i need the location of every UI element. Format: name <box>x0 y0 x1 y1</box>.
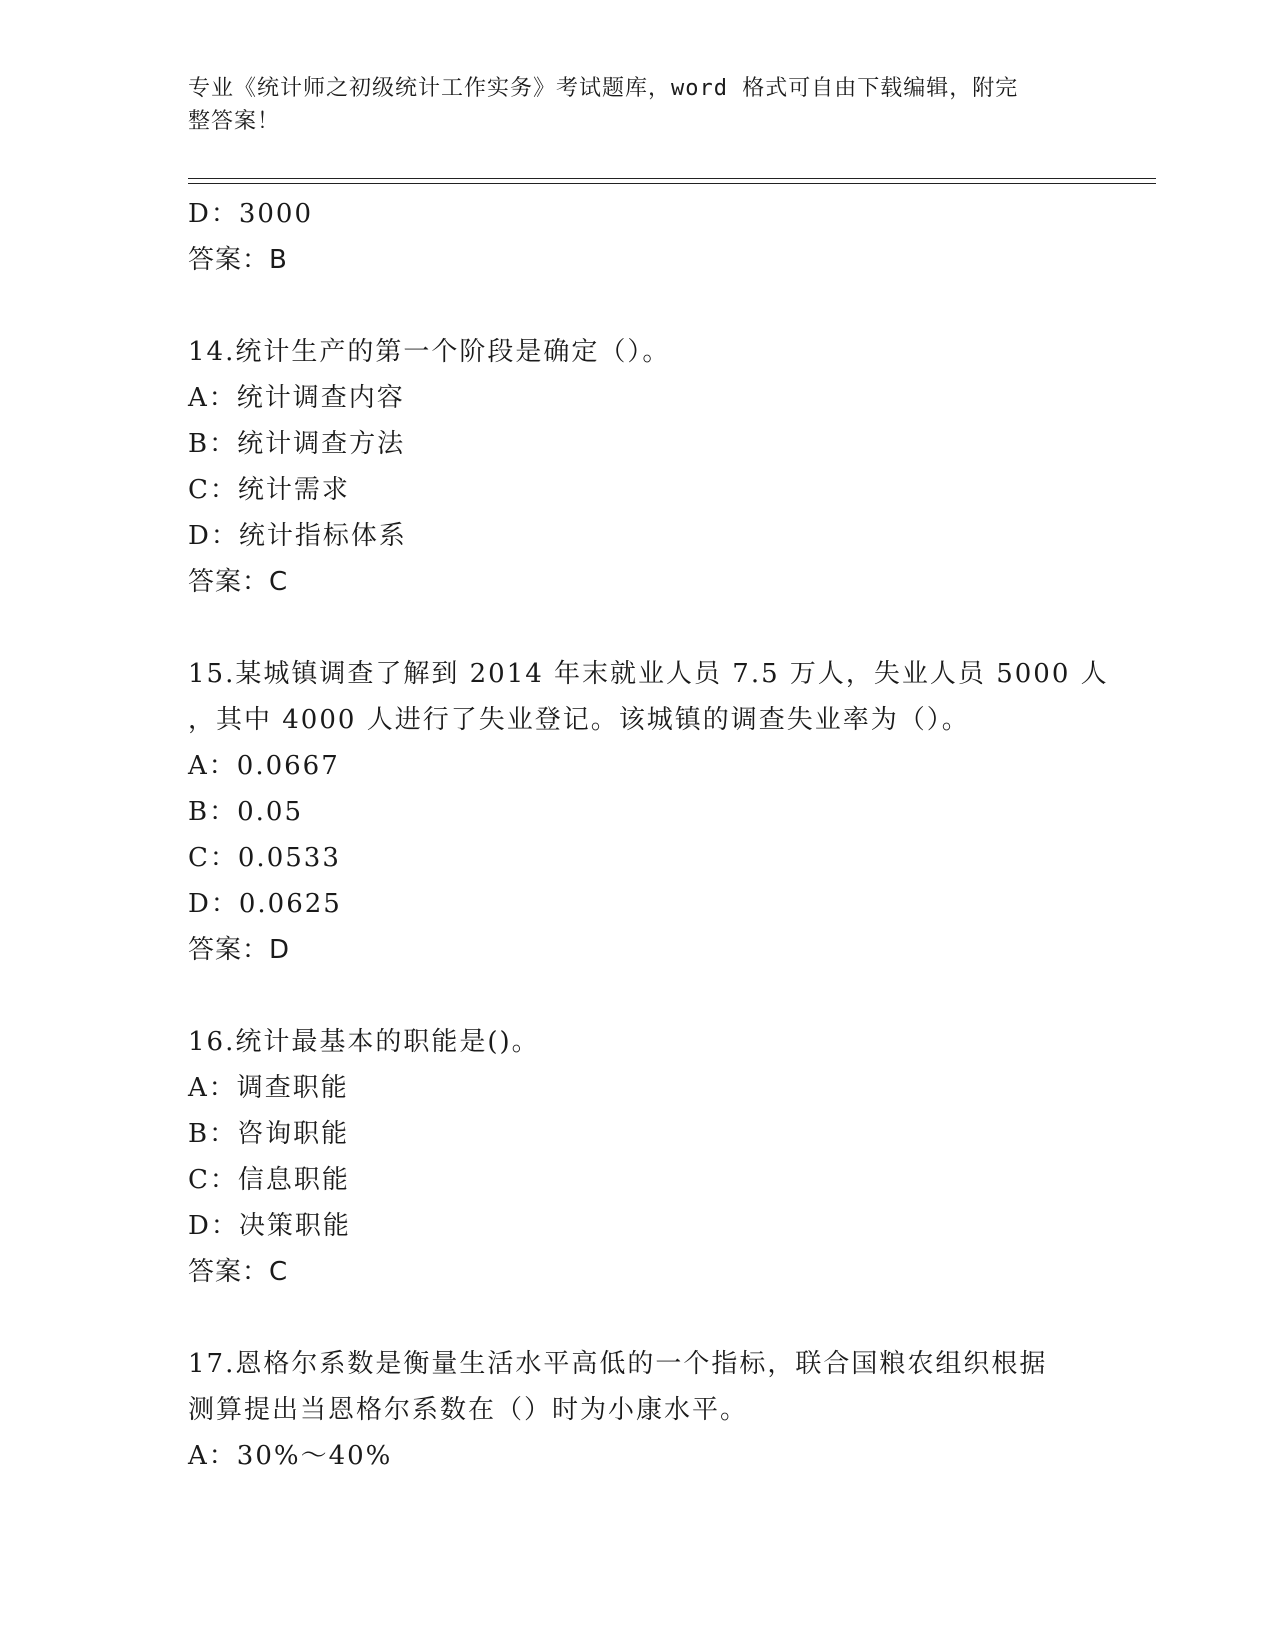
question-15 <box>188 651 1109 973</box>
q14-answer: 答案：C <box>188 567 289 597</box>
q17-question-line-1: 17.恩格尔系数是衡量生活水平高低的一个指标，联合国粮农组织根据 <box>188 1349 1048 1379</box>
q17-option-a: A：30%～40% <box>188 1441 393 1471</box>
q14-option-c: C：统计需求 <box>188 475 350 505</box>
q14-option-a: A：统计调查内容 <box>188 383 405 413</box>
q15-option-a: A：0.0667 <box>188 751 340 781</box>
q16-option-c: C：信息职能 <box>188 1165 350 1195</box>
q16-option-b: B：咨询职能 <box>188 1119 350 1149</box>
question-16 <box>188 1019 1088 1295</box>
q14-question: 14.统计生产的第一个阶段是确定（）。 <box>188 337 671 367</box>
header-divider-bottom <box>188 183 1156 184</box>
q15-question-line-2: ，其中 4000 人进行了失业登记。该城镇的调查失业率为（）。 <box>188 705 970 735</box>
question-17 <box>188 1341 1088 1479</box>
header-line-1: 专业《统计师之初级统计工作实务》考试题库，word 格式可自由下载编辑，附完 <box>188 76 1019 101</box>
spacer <box>188 283 1088 329</box>
spacer <box>188 1295 1088 1341</box>
question-13 <box>188 191 1088 283</box>
question-list <box>188 191 1109 1479</box>
q16-question: 16.统计最基本的职能是()。 <box>188 1027 540 1057</box>
header-divider-top <box>188 178 1156 179</box>
q13-answer: 答案：B <box>188 245 288 275</box>
q15-question-line-1: 15.某城镇调查了解到 2014 年末就业人员 7.5 万人，失业人员 5000 人 <box>188 659 1109 689</box>
q14-option-b: B：统计调查方法 <box>188 429 406 459</box>
question-14 <box>188 329 1088 605</box>
q16-answer: 答案：C <box>188 1257 289 1287</box>
document-header <box>188 72 1088 138</box>
q14-option-d: D：统计指标体系 <box>188 521 407 551</box>
q15-answer: 答案：D <box>188 935 291 965</box>
spacer <box>188 973 1088 1019</box>
q15-option-d: D：0.0625 <box>188 889 342 919</box>
q15-option-b: B：0.05 <box>188 797 303 827</box>
q13-option-d: D：3000 <box>188 199 314 229</box>
q16-option-a: A：调查职能 <box>188 1073 349 1103</box>
q17-question-line-2: 测算提出当恩格尔系数在（）时为小康水平。 <box>188 1395 749 1425</box>
q16-option-d: D：决策职能 <box>188 1211 351 1241</box>
q15-option-c: C：0.0533 <box>188 843 341 873</box>
spacer <box>188 605 1088 651</box>
header-line-2: 整答案！ <box>188 109 281 134</box>
